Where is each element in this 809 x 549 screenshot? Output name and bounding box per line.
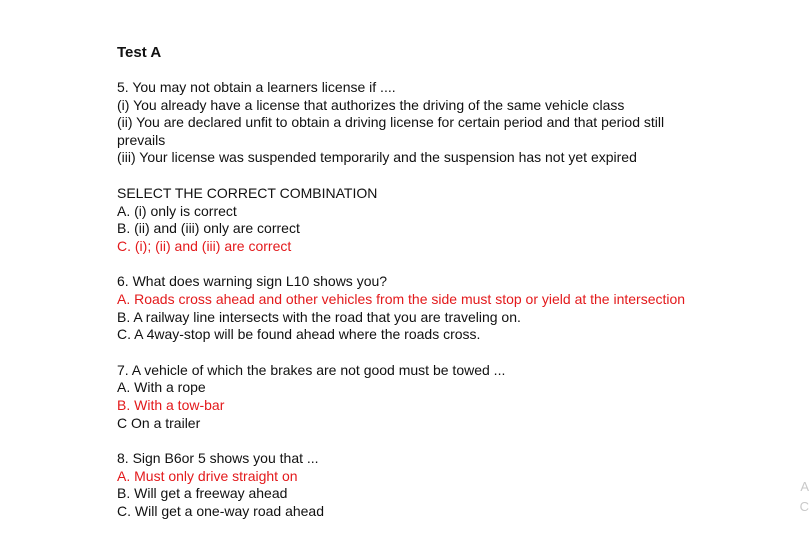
question-7-option-c: C On a trailer: [117, 414, 201, 431]
edge-glyph-c: C: [799, 499, 809, 514]
question-5-item-3: (iii) Your license was suspended temporarily and the suspension has not yet expired: [117, 149, 637, 166]
question-8-option-b: B. Will get a freeway ahead: [117, 485, 288, 502]
question-5-item-1: (i) You already have a license that authorizes the driving of the same vehicle class: [117, 96, 625, 113]
edge-glyph-a: A: [800, 479, 809, 494]
question-6-option-c: C. A 4way-stop will be found ahead where the roads cross.: [117, 326, 481, 343]
test-document: [117, 44, 737, 520]
question-8-option-a-correct: A. Must only drive straight on: [117, 467, 298, 484]
question-8-option-c: C. Will get a one-way road ahead: [117, 502, 324, 519]
question-6-option-b: B. A railway line intersects with the road that you are traveling on.: [117, 308, 521, 325]
question-5-item-2: (ii) You are declared unfit to obtain a driving license for certain period and that period still prevails: [117, 114, 665, 148]
question-5-option-b: B. (ii) and (iii) only are correct: [117, 220, 300, 237]
question-5-instruction: SELECT THE CORRECT COMBINATION: [117, 184, 378, 201]
question-5-option-a: A. (i) only is correct: [117, 202, 237, 219]
question-7-option-a: A. With a rope: [117, 379, 206, 396]
question-5-text: 5. You may not obtain a learners license if ....: [117, 79, 396, 95]
question-6: [117, 273, 737, 343]
question-8-text: 8. Sign B6or 5 shows you that ...: [117, 450, 319, 467]
question-7: [117, 362, 737, 432]
question-5: [117, 79, 737, 255]
question-6-option-a-correct: A. Roads cross ahead and other vehicles from the side must stop or yield at the intersection: [117, 290, 686, 307]
question-5-option-c-correct: C. (i); (ii) and (iii) are correct: [117, 237, 292, 254]
question-6-text: 6. What does warning sign L10 shows you?: [117, 273, 388, 290]
question-7-text: 7. A vehicle of which the brakes are not good must be towed ...: [117, 361, 506, 378]
test-title: Test A: [117, 44, 162, 61]
question-7-option-b-correct: B. With a tow-bar: [117, 396, 225, 413]
question-8: [117, 450, 737, 520]
